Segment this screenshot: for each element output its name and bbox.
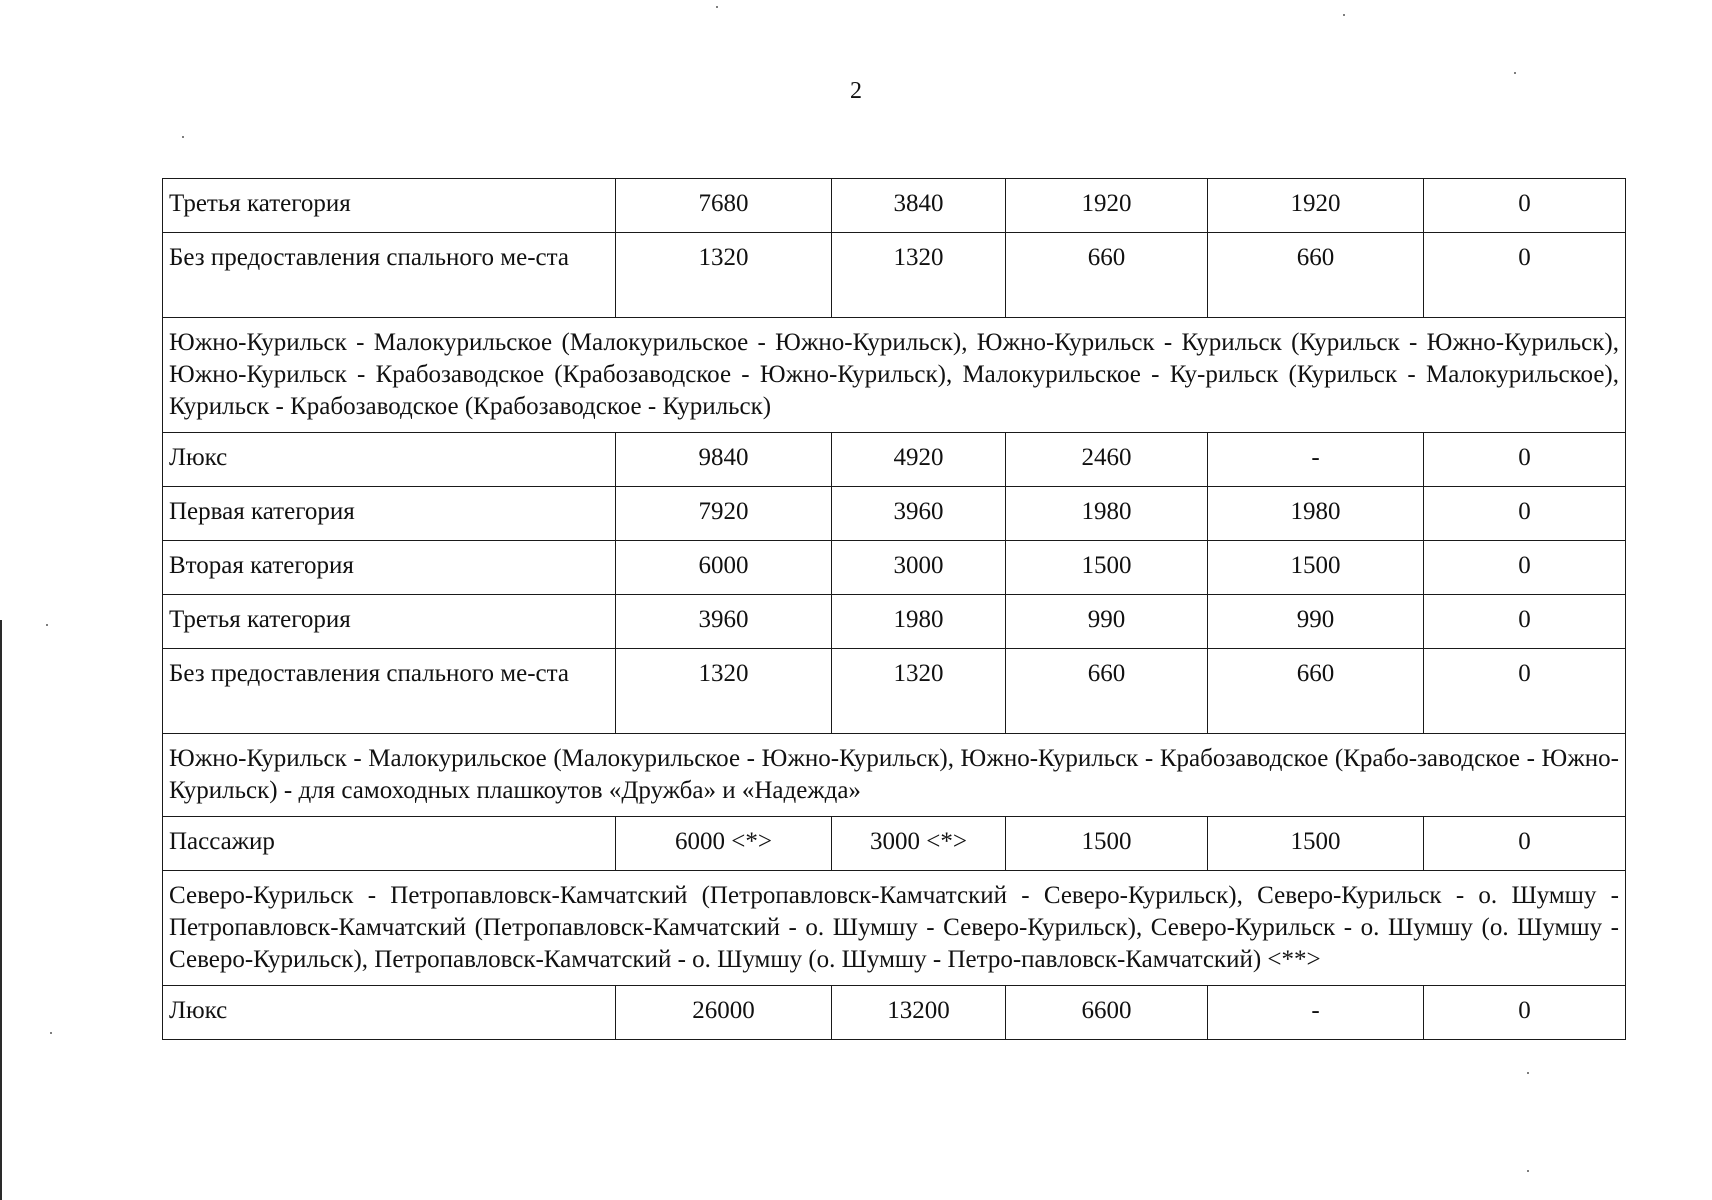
price-cell: 7920 xyxy=(616,487,832,541)
cabin-category-cell: Третья категория xyxy=(163,595,616,649)
price-cell: 0 xyxy=(1424,817,1626,871)
price-cell: 3840 xyxy=(832,179,1006,233)
price-cell: 1320 xyxy=(616,233,832,318)
price-cell: 1980 xyxy=(832,595,1006,649)
price-cell: 0 xyxy=(1424,541,1626,595)
price-cell: 0 xyxy=(1424,487,1626,541)
price-cell: 6000 <*> xyxy=(616,817,832,871)
table-row xyxy=(163,595,1626,649)
price-cell: 3960 xyxy=(616,595,832,649)
tariff-table xyxy=(162,178,1626,1040)
price-cell: 660 xyxy=(1208,233,1424,318)
price-cell: 2460 xyxy=(1006,433,1208,487)
price-cell: 0 xyxy=(1424,433,1626,487)
price-cell: 7680 xyxy=(616,179,832,233)
price-cell: 6600 xyxy=(1006,986,1208,1040)
table-row xyxy=(163,487,1626,541)
table-row xyxy=(163,986,1626,1040)
price-cell: 1320 xyxy=(832,233,1006,318)
scan-speck xyxy=(1514,72,1516,74)
price-cell: - xyxy=(1208,986,1424,1040)
price-cell: 0 xyxy=(1424,595,1626,649)
price-cell: 1500 xyxy=(1208,817,1424,871)
price-cell: - xyxy=(1208,433,1424,487)
price-cell: 3000 <*> xyxy=(832,817,1006,871)
price-cell: 1500 xyxy=(1006,541,1208,595)
price-cell: 1920 xyxy=(1208,179,1424,233)
price-cell: 6000 xyxy=(616,541,832,595)
page-number: 2 xyxy=(850,78,862,104)
price-cell: 990 xyxy=(1006,595,1208,649)
route-heading-cell: Южно-Курильск - Малокурильское (Малокурильское - Южно-Курильск), Южно-Курильск - Курильск (Курильск - Южно-Курильск), Южно-Курильск - Крабозаводское (Крабозаводское - Южно-Курильск), Малокурильское - Ку-рильск (Курильск - Малокурильское), Курильск - Крабозаводское (Крабозаводское - Курильск) xyxy=(163,318,1626,433)
price-cell: 1980 xyxy=(1006,487,1208,541)
table-row xyxy=(163,179,1626,233)
scan-speck xyxy=(1343,14,1345,16)
price-cell: 0 xyxy=(1424,179,1626,233)
table-row xyxy=(163,233,1626,318)
cabin-category-cell: Люкс xyxy=(163,433,616,487)
cabin-category-cell: Третья категория xyxy=(163,179,616,233)
scan-speck xyxy=(46,624,48,626)
cabin-category-cell: Без предоставления спального ме-ста xyxy=(163,649,616,734)
price-cell: 9840 xyxy=(616,433,832,487)
price-cell: 4920 xyxy=(832,433,1006,487)
price-cell: 0 xyxy=(1424,986,1626,1040)
price-cell: 0 xyxy=(1424,233,1626,318)
price-cell: 1920 xyxy=(1006,179,1208,233)
scan-speck xyxy=(182,136,184,138)
table-row xyxy=(163,541,1626,595)
cabin-category-cell: Пассажир xyxy=(163,817,616,871)
price-cell: 13200 xyxy=(832,986,1006,1040)
price-cell: 660 xyxy=(1006,233,1208,318)
price-cell: 3960 xyxy=(832,487,1006,541)
price-cell: 660 xyxy=(1006,649,1208,734)
scan-speck xyxy=(50,1032,52,1034)
route-row xyxy=(163,734,1626,817)
price-cell: 1320 xyxy=(616,649,832,734)
price-cell: 1320 xyxy=(832,649,1006,734)
table-row xyxy=(163,817,1626,871)
table-row xyxy=(163,649,1626,734)
route-heading-cell: Северо-Курильск - Петропавловск-Камчатский (Петропавловск-Камчатский - Северо-Курильск), Северо-Курильск - о. Шумшу - Петропавловск-Камчатский (Петропавловск-Камчатский - о. Шумшу - Северо-Курильск), Северо-Курильск - о. Шумшу (о. Шумшу - Северо-Курильск), Петропавловск-Камчатский - о. Шумшу (о. Шумшу - Петро-павловск-Камчатский) <**> xyxy=(163,871,1626,986)
price-cell: 26000 xyxy=(616,986,832,1040)
table-row xyxy=(163,433,1626,487)
scan-speck xyxy=(1527,1072,1529,1074)
cabin-category-cell: Люкс xyxy=(163,986,616,1040)
route-heading-cell: Южно-Курильск - Малокурильское (Малокурильское - Южно-Курильск), Южно-Курильск - Крабозаводское (Крабо-заводское - Южно-Курильск) - для самоходных плашкоутов «Дружба» и «Надежда» xyxy=(163,734,1626,817)
cabin-category-cell: Без предоставления спального ме-ста xyxy=(163,233,616,318)
scan-edge-mark xyxy=(0,620,2,1200)
price-cell: 0 xyxy=(1424,649,1626,734)
price-cell: 660 xyxy=(1208,649,1424,734)
price-cell: 1500 xyxy=(1208,541,1424,595)
cabin-category-cell: Вторая категория xyxy=(163,541,616,595)
scan-speck xyxy=(1527,1170,1529,1172)
route-row xyxy=(163,318,1626,433)
price-cell: 1980 xyxy=(1208,487,1424,541)
price-cell: 3000 xyxy=(832,541,1006,595)
route-row xyxy=(163,871,1626,986)
price-cell: 1500 xyxy=(1006,817,1208,871)
price-cell: 990 xyxy=(1208,595,1424,649)
scan-speck xyxy=(716,6,718,8)
cabin-category-cell: Первая категория xyxy=(163,487,616,541)
